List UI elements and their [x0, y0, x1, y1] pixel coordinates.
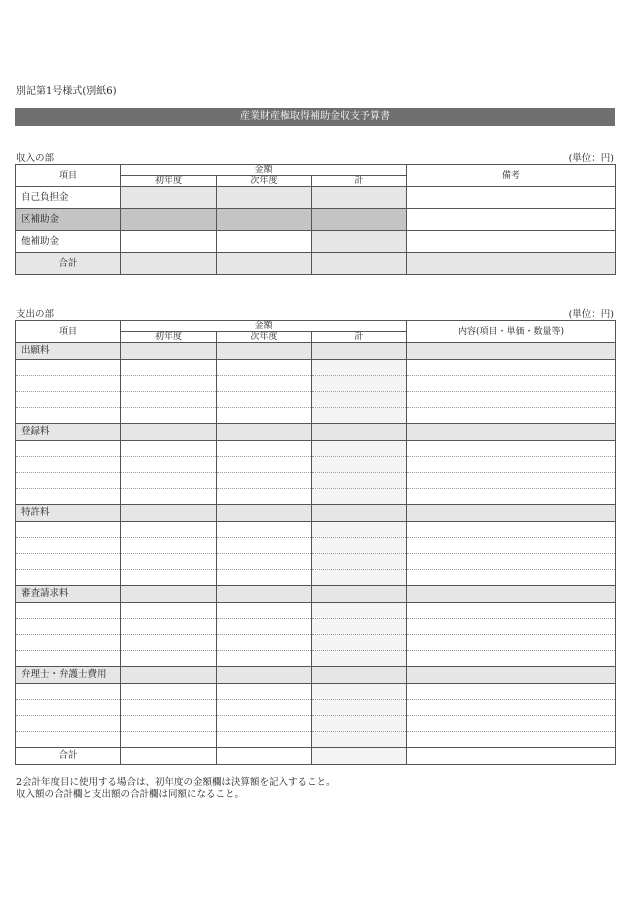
expense-entry-cell[interactable]	[312, 700, 407, 716]
expense-entry-cell[interactable]	[407, 570, 616, 586]
note-line: 収入額の合計欄と支出額の合計欄は同額になること。	[16, 789, 245, 800]
expense-entry-cell[interactable]	[121, 360, 217, 376]
expense-heading: 支出の部	[16, 309, 55, 320]
income-row-total	[16, 253, 616, 275]
expense-entry-cell[interactable]	[121, 651, 217, 667]
expense-entry-cell[interactable]	[407, 651, 616, 667]
expense-entry-cell[interactable]	[407, 684, 616, 700]
expense-entry-cell[interactable]	[121, 619, 217, 635]
income-row-self	[16, 187, 616, 209]
expense-entry-cell[interactable]	[407, 619, 616, 635]
expense-col-first: 初年度	[121, 332, 217, 343]
expense-entry-row	[16, 716, 616, 732]
income-col-second: 次年度	[217, 176, 312, 187]
expense-entry-row	[16, 408, 616, 424]
expense-entry-cell[interactable]	[407, 441, 616, 457]
expense-entry-row	[16, 651, 616, 667]
expense-entry-cell[interactable]	[312, 570, 407, 586]
expense-category-label: 審査請求料	[16, 586, 121, 603]
expense-entry-cell[interactable]	[121, 554, 217, 570]
document-title: 産業財産権取得補助金収支予算書	[15, 108, 615, 126]
expense-category-cell[interactable]	[407, 586, 616, 603]
expense-entry-row	[16, 360, 616, 376]
expense-entry-cell[interactable]	[16, 473, 121, 489]
income-table	[15, 164, 616, 275]
expense-entry-cell[interactable]	[217, 635, 312, 651]
expense-entry-row	[16, 457, 616, 473]
expense-entry-cell[interactable]	[407, 603, 616, 619]
expense-entry-cell[interactable]	[121, 538, 217, 554]
expense-entry-cell[interactable]	[407, 392, 616, 408]
income-cell-note[interactable]	[407, 231, 616, 253]
income-row-ward	[16, 209, 616, 231]
expense-entry-cell[interactable]	[407, 489, 616, 505]
expense-category-cell[interactable]	[407, 505, 616, 522]
expense-entry-cell[interactable]	[217, 651, 312, 667]
expense-entry-cell[interactable]	[217, 457, 312, 473]
expense-category-cell[interactable]	[217, 667, 312, 684]
income-row-label: 区補助金	[16, 209, 121, 231]
income-col-first: 初年度	[121, 176, 217, 187]
expense-entry-cell[interactable]	[407, 376, 616, 392]
expense-entry-row	[16, 635, 616, 651]
income-total-note[interactable]	[407, 253, 616, 275]
income-row-other	[16, 231, 616, 253]
expense-entry-cell[interactable]	[16, 716, 121, 732]
expense-entry-cell[interactable]	[16, 619, 121, 635]
expense-category-row	[16, 667, 616, 684]
expense-entry-cell[interactable]	[121, 473, 217, 489]
expense-entry-cell[interactable]	[121, 635, 217, 651]
expense-entry-cell[interactable]	[312, 522, 407, 538]
expense-entry-cell[interactable]	[407, 360, 616, 376]
income-total-total[interactable]	[312, 253, 407, 275]
expense-row-total	[16, 748, 616, 765]
expense-category-cell[interactable]	[121, 667, 217, 684]
expense-category-cell[interactable]	[217, 505, 312, 522]
expense-category-label: 特許料	[16, 505, 121, 522]
expense-entry-cell[interactable]	[217, 441, 312, 457]
expense-entry-cell[interactable]	[312, 732, 407, 748]
expense-entry-cell[interactable]	[312, 603, 407, 619]
income-unit: (単位：円)	[568, 153, 614, 164]
expense-entry-cell[interactable]	[121, 732, 217, 748]
expense-entry-cell[interactable]	[312, 651, 407, 667]
expense-col-second: 次年度	[217, 332, 312, 343]
income-row-label: 自己負担金	[16, 187, 121, 209]
expense-entry-cell[interactable]	[217, 619, 312, 635]
expense-entry-row	[16, 603, 616, 619]
expense-entry-row	[16, 619, 616, 635]
income-cell-note[interactable]	[407, 209, 616, 231]
expense-entry-cell[interactable]	[121, 376, 217, 392]
income-total-first[interactable]	[121, 253, 217, 275]
expense-entry-cell[interactable]	[121, 489, 217, 505]
expense-entry-cell[interactable]	[407, 408, 616, 424]
expense-col-detail: 内容(項目・単価・数量等)	[407, 321, 616, 343]
expense-entry-cell[interactable]	[312, 489, 407, 505]
expense-entry-row	[16, 700, 616, 716]
expense-entry-row	[16, 570, 616, 586]
expense-category-row	[16, 424, 616, 441]
expense-category-label: 弁理士・弁護士費用	[16, 667, 121, 684]
expense-entry-row	[16, 489, 616, 505]
income-cell-second[interactable]	[217, 187, 312, 209]
expense-category-cell[interactable]	[312, 586, 407, 603]
expense-entry-row	[16, 376, 616, 392]
expense-category-cell[interactable]	[407, 424, 616, 441]
expense-entry-cell[interactable]	[312, 457, 407, 473]
expense-category-cell[interactable]	[121, 586, 217, 603]
expense-category-row	[16, 343, 616, 360]
expense-entry-row	[16, 554, 616, 570]
expense-entry-cell[interactable]	[16, 570, 121, 586]
expense-entry-cell[interactable]	[312, 360, 407, 376]
expense-category-cell[interactable]	[407, 667, 616, 684]
expense-entry-cell[interactable]	[217, 732, 312, 748]
expense-entry-row	[16, 441, 616, 457]
expense-entry-row	[16, 684, 616, 700]
expense-entry-cell[interactable]	[217, 408, 312, 424]
income-cell-first[interactable]	[121, 187, 217, 209]
expense-entry-cell[interactable]	[312, 635, 407, 651]
expense-entry-cell[interactable]	[217, 522, 312, 538]
income-row-label: 他補助金	[16, 231, 121, 253]
expense-entry-row	[16, 392, 616, 408]
expense-entry-cell[interactable]	[407, 554, 616, 570]
note-line: 2会計年度目に使用する場合は、初年度の金額欄は決算額を記入すること。	[16, 777, 336, 788]
expense-category-label: 出願料	[16, 343, 121, 360]
income-col-item: 項目	[16, 165, 121, 187]
income-heading: 収入の部	[16, 153, 55, 164]
expense-entry-cell[interactable]	[16, 489, 121, 505]
income-cell-total[interactable]	[312, 187, 407, 209]
expense-entry-cell[interactable]	[312, 538, 407, 554]
expense-entry-cell[interactable]	[16, 603, 121, 619]
expense-entry-cell[interactable]	[16, 554, 121, 570]
expense-entry-row	[16, 473, 616, 489]
expense-entry-cell[interactable]	[121, 522, 217, 538]
expense-category-cell[interactable]	[217, 586, 312, 603]
income-total-label: 合計	[16, 253, 121, 275]
expense-entry-cell[interactable]	[217, 489, 312, 505]
expense-entry-cell[interactable]	[312, 376, 407, 392]
expense-entry-cell[interactable]	[217, 700, 312, 716]
expense-entry-cell[interactable]	[407, 522, 616, 538]
income-total-second[interactable]	[217, 253, 312, 275]
expense-entry-cell[interactable]	[407, 635, 616, 651]
expense-total-detail[interactable]	[407, 748, 616, 765]
expense-category-cell[interactable]	[407, 343, 616, 360]
expense-entry-cell[interactable]	[16, 635, 121, 651]
expense-entry-cell[interactable]	[312, 716, 407, 732]
expense-total-second[interactable]	[217, 748, 312, 765]
expense-entry-cell[interactable]	[16, 538, 121, 554]
expense-entry-cell[interactable]	[407, 457, 616, 473]
income-cell-second[interactable]	[217, 209, 312, 231]
expense-entry-cell[interactable]	[16, 684, 121, 700]
expense-entry-cell[interactable]	[312, 441, 407, 457]
expense-entry-cell[interactable]	[217, 716, 312, 732]
expense-entry-cell[interactable]	[16, 408, 121, 424]
expense-entry-cell[interactable]	[407, 732, 616, 748]
expense-unit: (単位：円)	[568, 309, 614, 320]
expense-col-amount: 金額	[121, 321, 407, 332]
expense-entry-cell[interactable]	[16, 392, 121, 408]
expense-entry-cell[interactable]	[312, 619, 407, 635]
income-cell-first[interactable]	[121, 209, 217, 231]
expense-entry-cell[interactable]	[217, 360, 312, 376]
expense-entry-cell[interactable]	[217, 684, 312, 700]
expense-section-header	[16, 306, 614, 320]
expense-total-total[interactable]	[312, 748, 407, 765]
expense-entry-cell[interactable]	[312, 473, 407, 489]
expense-category-cell[interactable]	[217, 343, 312, 360]
expense-category-cell[interactable]	[312, 667, 407, 684]
expense-entry-cell[interactable]	[121, 716, 217, 732]
income-cell-total[interactable]	[312, 209, 407, 231]
expense-entry-cell[interactable]	[16, 360, 121, 376]
income-cell-second[interactable]	[217, 231, 312, 253]
expense-entry-cell[interactable]	[217, 603, 312, 619]
expense-entry-cell[interactable]	[16, 651, 121, 667]
expense-table	[15, 320, 616, 765]
expense-entry-cell[interactable]	[217, 392, 312, 408]
expense-entry-cell[interactable]	[16, 732, 121, 748]
expense-entry-cell[interactable]	[217, 554, 312, 570]
expense-entry-cell[interactable]	[16, 457, 121, 473]
expense-entry-cell[interactable]	[121, 570, 217, 586]
expense-category-cell[interactable]	[121, 424, 217, 441]
expense-category-label: 登録料	[16, 424, 121, 441]
expense-entry-cell[interactable]	[407, 700, 616, 716]
expense-category-cell[interactable]	[217, 424, 312, 441]
expense-entry-cell[interactable]	[312, 392, 407, 408]
expense-col-item: 項目	[16, 321, 121, 343]
expense-entry-cell[interactable]	[121, 700, 217, 716]
expense-total-first[interactable]	[121, 748, 217, 765]
expense-entry-cell[interactable]	[407, 473, 616, 489]
income-col-total: 計	[312, 176, 407, 187]
expense-category-cell[interactable]	[312, 505, 407, 522]
expense-entry-cell[interactable]	[16, 700, 121, 716]
income-col-amount: 金額	[121, 165, 407, 176]
expense-entry-cell[interactable]	[121, 457, 217, 473]
expense-entry-cell[interactable]	[217, 570, 312, 586]
expense-entry-cell[interactable]	[121, 408, 217, 424]
expense-entry-cell[interactable]	[312, 554, 407, 570]
expense-entry-cell[interactable]	[16, 376, 121, 392]
expense-entry-row	[16, 732, 616, 748]
expense-entry-cell[interactable]	[217, 538, 312, 554]
expense-category-cell[interactable]	[312, 343, 407, 360]
expense-entry-cell[interactable]	[16, 441, 121, 457]
expense-entry-cell[interactable]	[217, 473, 312, 489]
expense-category-row	[16, 505, 616, 522]
income-cell-note[interactable]	[407, 187, 616, 209]
expense-category-row	[16, 586, 616, 603]
expense-entry-row	[16, 538, 616, 554]
expense-category-cell[interactable]	[121, 343, 217, 360]
income-col-note: 備考	[407, 165, 616, 187]
income-section-header	[16, 150, 614, 164]
expense-entry-cell[interactable]	[16, 522, 121, 538]
income-cell-first[interactable]	[121, 231, 217, 253]
expense-category-cell[interactable]	[121, 505, 217, 522]
expense-entry-cell[interactable]	[121, 603, 217, 619]
expense-entry-row	[16, 522, 616, 538]
expense-entry-cell[interactable]	[407, 538, 616, 554]
expense-entry-cell[interactable]	[121, 684, 217, 700]
expense-category-cell[interactable]	[312, 424, 407, 441]
notes	[16, 777, 336, 801]
income-cell-total[interactable]	[312, 231, 407, 253]
form-label: 別記第1号様式(別紙6)	[16, 86, 117, 97]
expense-entry-cell[interactable]	[217, 376, 312, 392]
expense-entry-cell[interactable]	[407, 716, 616, 732]
expense-entry-cell[interactable]	[121, 392, 217, 408]
expense-entry-cell[interactable]	[312, 684, 407, 700]
expense-col-total: 計	[312, 332, 407, 343]
expense-entry-cell[interactable]	[312, 408, 407, 424]
expense-entry-cell[interactable]	[121, 441, 217, 457]
expense-total-label: 合計	[16, 748, 121, 765]
